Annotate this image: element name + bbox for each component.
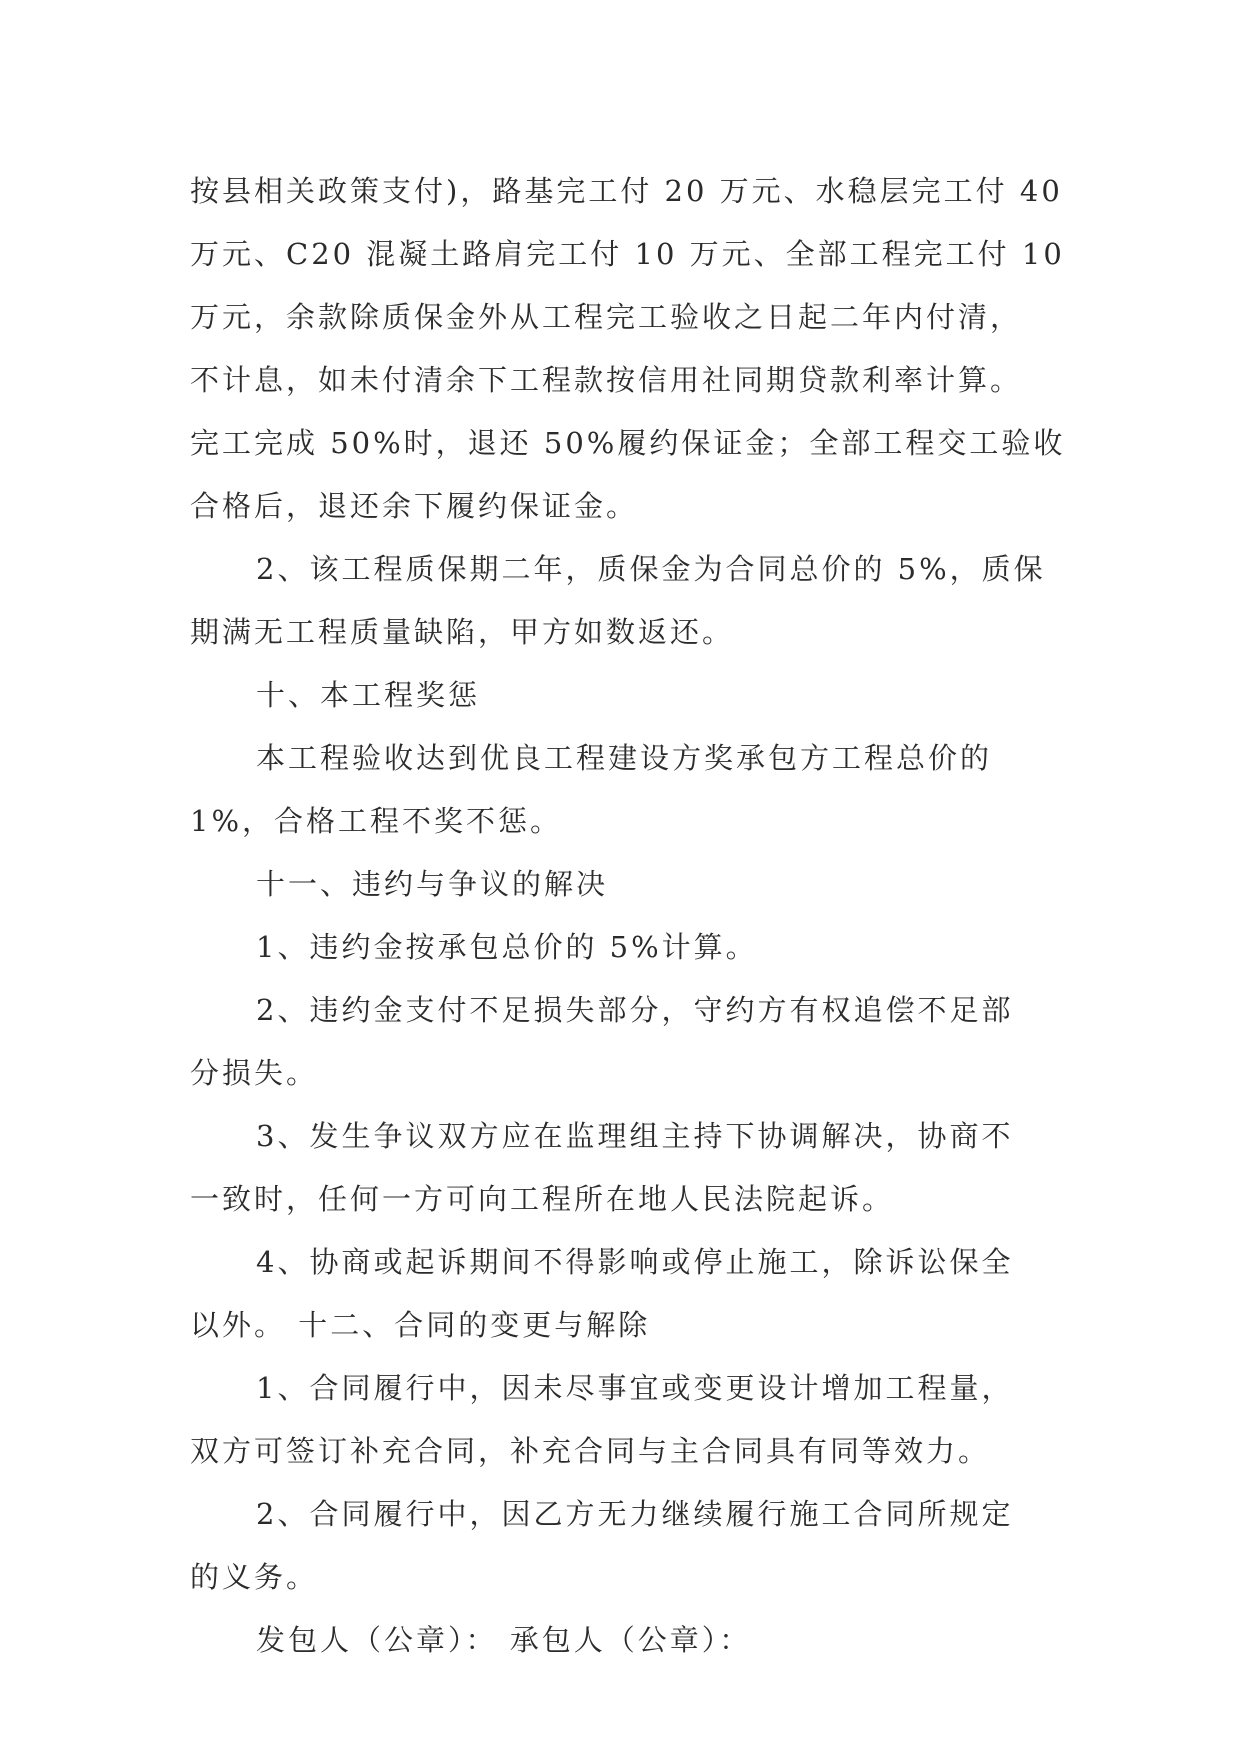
text-line: 双方可签订补充合同，补充合同与主合同具有同等效力。 [190, 1434, 991, 1468]
clause-loss-recovery: 2、违约金支付不足损失部分，守约方有权追偿不足部 [256, 993, 1014, 1027]
clause-dispute-resolution: 3、发生争议双方应在监理组主持下协调解决，协商不 [256, 1119, 1014, 1153]
text-line: 以外。 十二、合同的变更与解除 [190, 1308, 651, 1342]
contract-body-text [190, 160, 1070, 1672]
text-line: 一致时，任何一方可向工程所在地人民法院起诉。 [190, 1182, 895, 1216]
text-line: 期满无工程质量缺陷，甲方如数返还。 [190, 615, 735, 649]
text-line: 1%，合格工程不奖不惩。 [190, 804, 563, 838]
clause-supplementary-contract: 1、合同履行中，因未尽事宜或变更设计增加工程量， [256, 1371, 1014, 1405]
section-heading-breach-disputes: 十一、违约与争议的解决 [256, 867, 609, 901]
section-heading-rewards-penalties: 十、本工程奖惩 [256, 678, 481, 712]
text-line: 万元，余款除质保金外从工程完工验收之日起二年内付清， [190, 300, 1023, 334]
signature-line: 发包人（公章）： 承包人（公章）： [256, 1623, 752, 1657]
text-line: 的义务。 [190, 1560, 319, 1594]
clause-construction-continuity: 4、协商或起诉期间不得影响或停止施工，除诉讼保全 [256, 1245, 1014, 1279]
clause-contract-termination: 2、合同履行中，因乙方无力继续履行施工合同所规定 [256, 1497, 1014, 1531]
text-line: 完工完成 50%时，退还 50%履约保证金；全部工程交工验收 [190, 426, 1066, 460]
text-line: 按县相关政策支付)，路基完工付 20 万元、水稳层完工付 40 [190, 174, 1063, 208]
text-line: 万元、C20 混凝土路肩完工付 10 万元、全部工程完工付 10 [190, 237, 1065, 271]
text-line: 本工程验收达到优良工程建设方奖承包方工程总价的 [256, 741, 993, 775]
text-line: 合格后，退还余下履约保证金。 [190, 489, 639, 523]
text-line: 分损失。 [190, 1056, 319, 1090]
text-line: 不计息，如未付清余下工程款按信用社同期贷款利率计算。 [190, 363, 1023, 397]
clause-penalty: 1、违约金按承包总价的 5%计算。 [256, 930, 758, 964]
clause-quality-warranty: 2、该工程质保期二年，质保金为合同总价的 5%，质保 [256, 552, 1046, 586]
